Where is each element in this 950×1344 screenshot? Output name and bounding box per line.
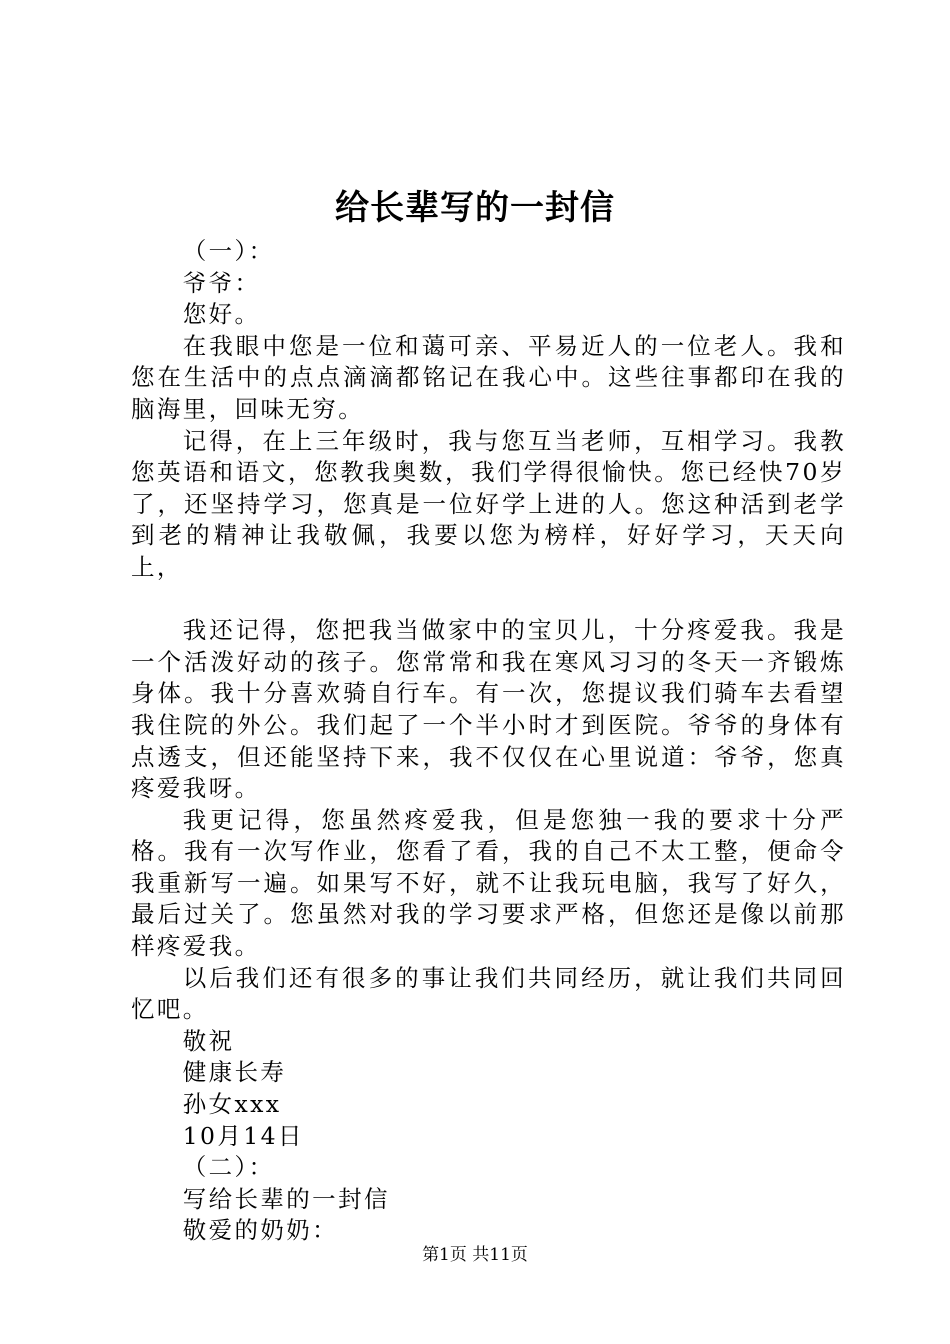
salutation: 爷爷： [182,268,261,297]
document-body [131,236,846,1247]
blank-line [131,584,846,616]
paragraph-5: 以后我们还有很多的事让我们共同经历，就让我们共同回忆吧。 [131,963,846,1024]
closing-blessing: 健康长寿 [182,1058,287,1087]
paragraph-3: 我还记得，您把我当做家中的宝贝儿，十分疼爱我。我是一个活泼好动的孩子。您常常和我在寒风习习的冬天一齐锻炼身体。我十分喜欢骑自行车。有一次，您提议我们骑车去看望我住院的外公。我们起了一个半小时才到医院。爷爷的身体有点透支，但还能坚持下来，我不仅仅在心里说道：爷爷，您真疼爱我呀。 [131,616,846,803]
document-title: 给长辈写的一封信 [335,188,615,228]
signature: 孙女xxx [182,1090,282,1119]
letter-subtitle: 写给长辈的一封信 [182,1184,390,1213]
date: 10月14日 [182,1121,304,1150]
greeting: 您好。 [182,300,261,329]
page-number: 第1页 共11页 [422,1245,528,1265]
closing-wish: 敬祝 [182,1026,235,1055]
paragraph-4: 我更记得，您虽然疼爱我，但是您独一我的要求十分严格。我有一次写作业，您看了看，我的自己不太工整，便命令我重新写一遍。如果写不好，就不让我玩电脑，我写了好久，最后过关了。您虽然对我的学习要求严格，但您还是像以前那样疼爱我。 [131,805,846,961]
section-heading-2: （二）： [182,1153,275,1182]
section-heading-1: （一）： [182,237,275,265]
paragraph-1: 在我眼中您是一位和蔼可亲、平易近人的一位老人。我和您在生活中的点点滴滴都铭记在我心中。这些往事都印在我的脑海里，回味无穷。 [131,331,846,423]
salutation-2: 敬爱的奶奶： [182,1216,339,1245]
paragraph-2: 记得，在上三年级时，我与您互当老师，互相学习。我教您英语和语文，您教我奥数，我们学得很愉快。您已经快70岁了，还坚持学习，您真是一位好学上进的人。您这种活到老学到老的精神让我敬佩，我要以您为榜样，好好学习，天天向上， [131,426,846,581]
